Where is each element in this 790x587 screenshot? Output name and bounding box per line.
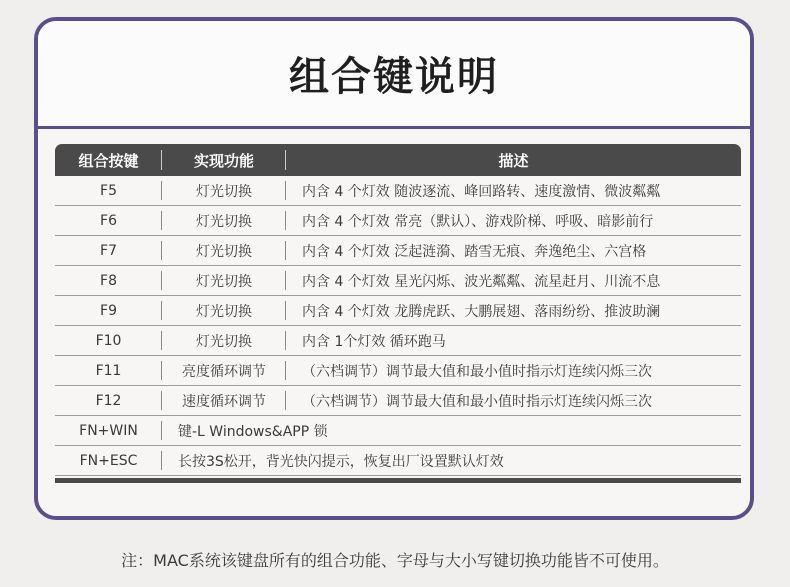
row-key: F7 [55, 236, 162, 265]
row-function: 灯光切换 [162, 326, 286, 355]
header-function: 实现功能 [162, 144, 286, 176]
row-key: F11 [55, 356, 162, 385]
row-key: F6 [55, 206, 162, 235]
row-description: 内含 1个灯效 循环跑马 [302, 333, 446, 350]
row-function: 速度循环调节 [162, 386, 286, 415]
table-row-merged [55, 446, 741, 476]
row-function: 灯光切换 [162, 236, 286, 265]
table-row [55, 176, 741, 206]
table-row [55, 296, 741, 326]
table-row [55, 206, 741, 236]
row-key: F10 [55, 326, 162, 355]
row-description: 内含 4 个灯效 常亮（默认）、游戏阶梯、呼吸、暗影前行 [302, 213, 654, 230]
row-function: 灯光切换 [162, 266, 286, 295]
row-description: 内含 4 个灯效 龙腾虎跃、大鹏展翅、落雨纷纷、推波助澜 [302, 303, 661, 320]
row-key: F5 [55, 176, 162, 205]
row-function: 灯光切换 [162, 206, 286, 235]
row-description: （六档调节）调节最大值和最小值时指示灯连续闪烁三次 [302, 393, 652, 410]
row-description: 内含 4 个灯效 随波逐流、峰回路转、速度激情、微波粼粼 [302, 183, 661, 200]
footnote: 注：MAC系统该键盘所有的组合功能、字母与大小写键切换功能皆不可使用。 [121, 551, 669, 570]
table-row [55, 386, 741, 416]
title-area [38, 21, 750, 129]
instruction-card [34, 17, 754, 520]
row-key: FN+ESC [55, 446, 162, 475]
row-key: FN+WIN [55, 416, 162, 445]
header-description: 描述 [498, 151, 529, 170]
page-title: 组合键说明 [289, 54, 499, 100]
row-description: 长按3S松开，背光快闪提示，恢复出厂设置默认灯效 [178, 453, 504, 470]
row-key: F9 [55, 296, 162, 325]
header-key: 组合按键 [55, 144, 162, 176]
row-key: F12 [55, 386, 162, 415]
row-description: 内含 4 个灯效 泛起涟漪、踏雪无痕、奔逸绝尘、六宫格 [302, 243, 647, 260]
table-row-merged [55, 416, 741, 446]
table-row [55, 266, 741, 296]
row-description: （六档调节）调节最大值和最小值时指示灯连续闪烁三次 [302, 363, 652, 380]
table-row [55, 356, 741, 386]
table-row [55, 236, 741, 266]
shortcut-table [55, 144, 741, 496]
row-function: 灯光切换 [162, 176, 286, 205]
table-row [55, 326, 741, 356]
table-header [55, 144, 741, 176]
row-key: F8 [55, 266, 162, 295]
row-description: 内含 4 个灯效 星光闪烁、波光粼粼、流星赶月、川流不息 [302, 273, 661, 290]
row-function: 亮度循环调节 [162, 356, 286, 385]
row-function: 灯光切换 [162, 296, 286, 325]
table-bottom-bar [55, 478, 741, 483]
row-description: 键-L Windows&APP 锁 [178, 423, 328, 440]
